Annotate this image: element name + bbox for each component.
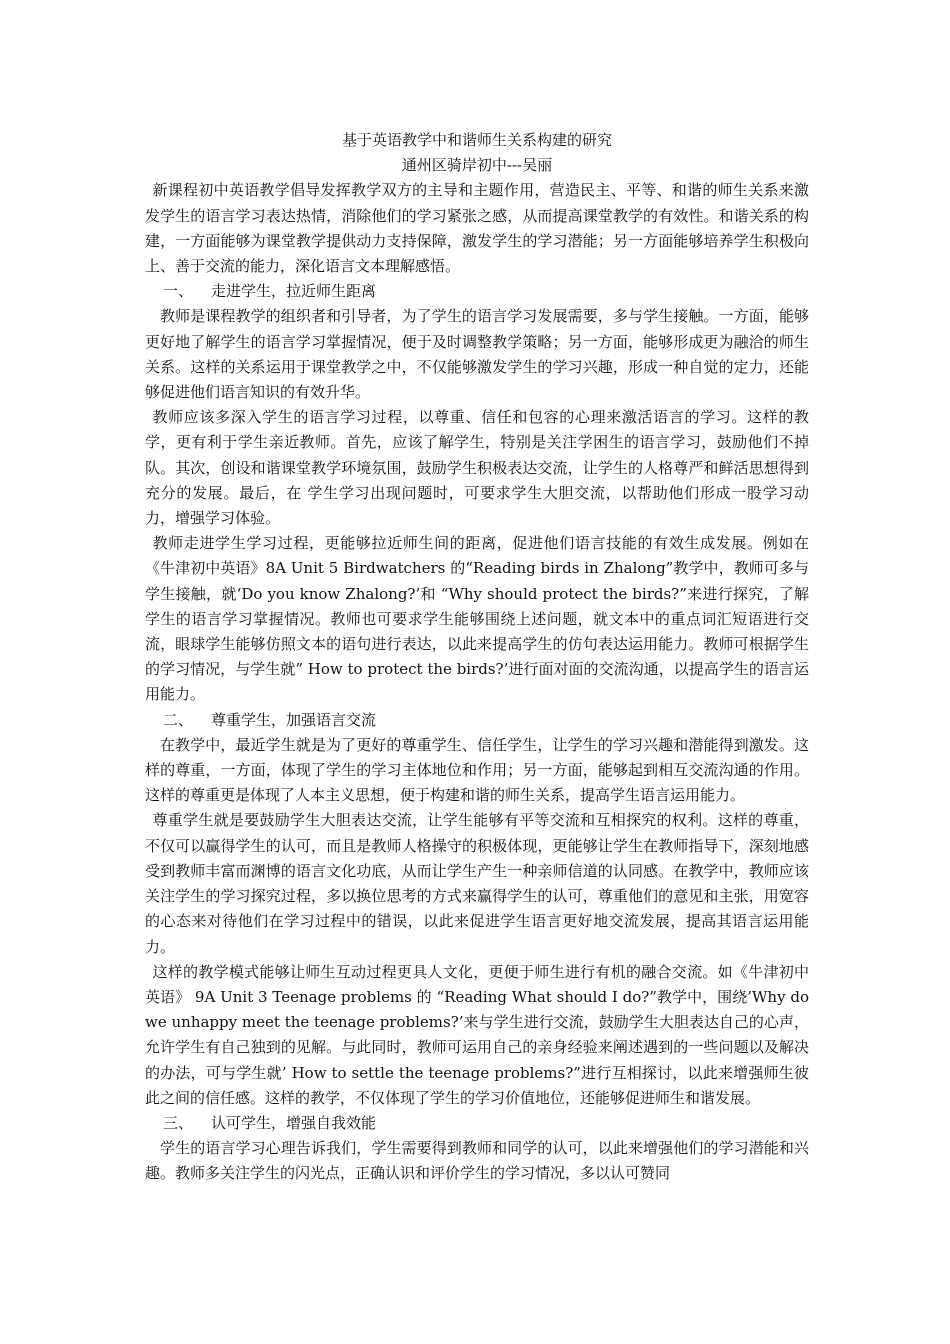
section-title: 走进学生，拉近师生距离 <box>211 282 377 301</box>
document-page <box>145 128 809 1187</box>
section-number: 一、 <box>163 282 194 301</box>
paragraph: 教师应该多深入学生的语言学习过程，以尊重、信任和包容的心理来激活语言的学习。这样的教学，更有利于学生亲近教师。首先，应该了解学生，特别是关注学困生的语言学习，鼓励他们不掉队。其次，创设和谐课堂教学环境氛围，鼓励学生积极表达交流，让学生的人格尊严和鲜活思想得到充分的发展。最后，在 学生学习出现问题时，可要求学生大胆交流，以帮助他们形成一股学习动力，增强学习体验。 <box>145 408 809 528</box>
section-number: 三、 <box>163 1113 194 1132</box>
section-number: 二、 <box>163 710 194 729</box>
section-heading-3 <box>145 1111 809 1136</box>
paragraph: 教师是课程教学的组织者和引导者，为了学生的语言学习发展需要，多与学生接触。一方面，能够更好地了解学生的语言学习掌握情况，便于及时调整教学策略；另一方面，能够形成更为融洽的师生关系。这样的关系运用于课堂教学之中，不仅能够激发学生的学习兴趣，形成一种自觉的定力，还能够促进他们语言知识的有效升华。 <box>145 307 809 402</box>
section-title: 尊重学生，加强语言交流 <box>211 710 377 729</box>
section-heading-1 <box>145 279 809 304</box>
document-title: 基于英语教学中和谐师生关系构建的研究 <box>341 131 612 149</box>
section-heading-2 <box>145 708 809 733</box>
paragraph: 学生的语言学习心理告诉我们，学生需要得到教师和同学的认可，以此来增强他们的学习潜能和兴趣。教师多关注学生的闪光点，正确认识和评价学生的学习情况，多以认可赞同 <box>145 1139 809 1183</box>
document-author: 通州区骑岸初中---吴丽 <box>401 156 553 175</box>
paragraph: 教师走进学生学习过程，更能够拉近师生间的距离，促进他们语言技能的有效生成发展。例如在《牛津初中英语》8A Unit 5 Birdwatchers 的“Reading birds in Zhalong”教学中，教师可多与学生接触，就‘Do you know Zhalong?’和 “Why should protect the birds?”来进行探究，了解学生的语言学习掌握情况。教师也可要求学生能够围绕上述问题，就文本中的重点词汇短语进行交流，眼球学生能够仿照文本的语句进行表达，以此来提高学生的仿句表达运用能力。教师可根据学生的学习情况，与学生就” How to protect the birds?’进行面对面的交流沟通，以提高学生的语言运用能力。 <box>145 534 809 704</box>
paragraph: 这样的教学模式能够让师生互动过程更具人文化，更便于师生进行有机的融合交流。如《牛津初中英语》 9A Unit 3 Teenage problems 的 “Reading What should I do?”教学中，围绕’Why do we unhappy meet the teenage problems?’来与学生进行交流，鼓励学生大胆表达自己的心声，允许学生有自己独到的见解。与此同时，教师可运用自己的亲身经验来阐述遇到的一些问题以及解决的办法，可与学生就’ How to settle the teenage problems?”进行互相探讨，以此来增强师生彼此之间的信任感。这样的教学，不仅体现了学生的学习价值地位，还能够促进师生和谐发展。 <box>145 962 809 1107</box>
paragraph: 尊重学生就是要鼓励学生大胆表达交流，让学生能够有平等交流和互相探究的权利。这样的尊重，不仅可以赢得学生的认可，而且是教师人格操守的积极体现，更能够让学生在教师指导下，深刻地感受到教师丰富而渊博的语言文化功底，从而让学生产生一种亲师信道的认同感。在教学中，教师应该关注学生的学习探究过程，多以换位思考的方式来赢得学生的认可，尊重他们的意见和主张，用宽容的心态来对待他们在学习过程中的错误，以此来促进学生语言更好地交流发展，提高其语言运用能力。 <box>145 811 809 956</box>
section-title: 认可学生，增强自我效能 <box>211 1113 377 1132</box>
paragraph: 在教学中，最近学生就是为了更好的尊重学生、信任学生，让学生的学习兴趣和潜能得到激发。这样的尊重，一方面，体现了学生的学习主体地位和作用；另一方面，能够起到相互交流沟通的作用。这样的尊重更是体现了人本主义思想，便于构建和谐的师生关系，提高学生语言运用能力。 <box>145 735 809 805</box>
intro-paragraph: 新课程初中英语教学倡导发挥教学双方的主导和主题作用，营造民主、平等、和谐的师生关系来激发学生的语言学习表达热情，消除他们的学习紧张之感，从而提高课堂教学的有效性。和谐关系的构建，一方面能够为课堂教学提供动力支持保障，激发学生的学习潜能；另一方面能够培养学生积极向上、善于交流的能力，深化语言文本理解感悟。 <box>145 181 809 276</box>
